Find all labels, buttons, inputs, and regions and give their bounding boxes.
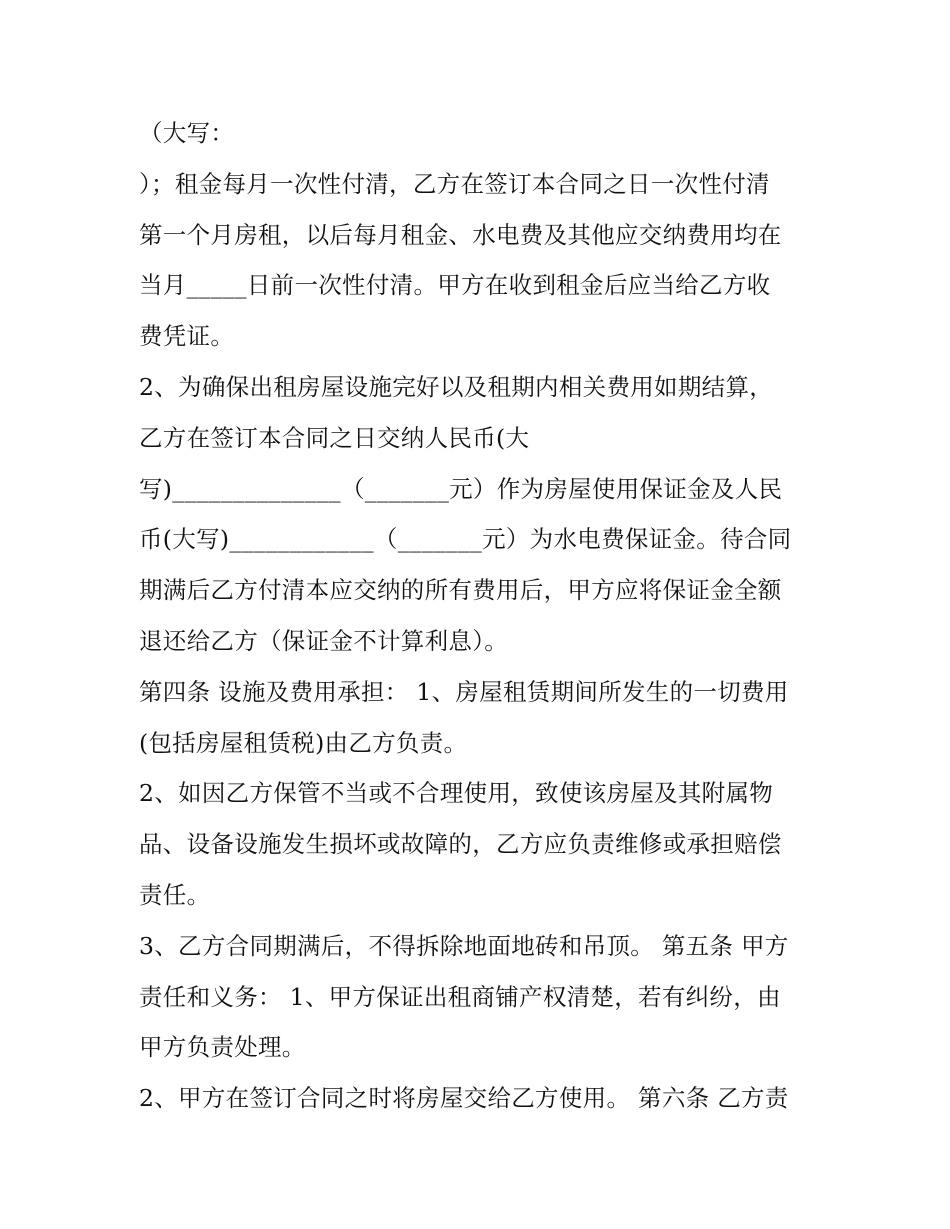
text-line: 第一个月房租，以后每月租金、水电费及其他应交纳费用均在 xyxy=(139,220,782,249)
text-line: 2、甲方在签订合同之时将房屋交给乙方使用。 第六条 乙方责 xyxy=(139,1084,789,1113)
text-line: 币(大写)____________（_______元）为水电费保证金。待合同 xyxy=(139,525,792,554)
text-line: （大写： xyxy=(139,119,235,147)
contract-text xyxy=(139,108,829,1124)
text-line: ）；租金每月一次性付清，乙方在签订本合同之日一次性付清 xyxy=(139,169,770,198)
text-line: 退还给乙方（保证金不计算利息）。 xyxy=(139,626,509,655)
text-line: 责任。 xyxy=(139,880,211,909)
text-line: 第四条 设施及费用承担： 1、房屋租赁期间所发生的一切费用 xyxy=(139,677,789,706)
text-line: 费凭证。 xyxy=(139,322,235,351)
text-line: 当月_____日前一次性付清。甲方在收到租金后应当给乙方收 xyxy=(139,271,771,300)
text-line: 2、为确保出租房屋设施完好以及租期内相关费用如期结算， xyxy=(139,372,774,401)
text-line: 写)______________（_______元）作为房屋使用保证金及人民 xyxy=(139,474,783,503)
text-line: 2、如因乙方保管不当或不合理使用，致使该房屋及其附属物 xyxy=(139,779,774,808)
text-line: (包括房屋租赁税)由乙方负责。 xyxy=(139,728,468,757)
text-line: 乙方在签订本合同之日交纳人民币(大 xyxy=(139,423,530,452)
text-line: 甲方负责处理。 xyxy=(139,1033,306,1062)
text-line: 3、乙方合同期满后，不得拆除地面地砖和吊顶。 第五条 甲方 xyxy=(139,931,789,960)
text-line: 期满后乙方付清本应交纳的所有费用后，甲方应将保证金全额 xyxy=(139,576,782,605)
text-line: 责任和义务： 1、甲方保证出租商铺产权清楚，若有纠纷，由 xyxy=(139,982,781,1011)
text-line: 品、设备设施发生损坏或故障的，乙方应负责维修或承担赔偿 xyxy=(139,830,782,859)
